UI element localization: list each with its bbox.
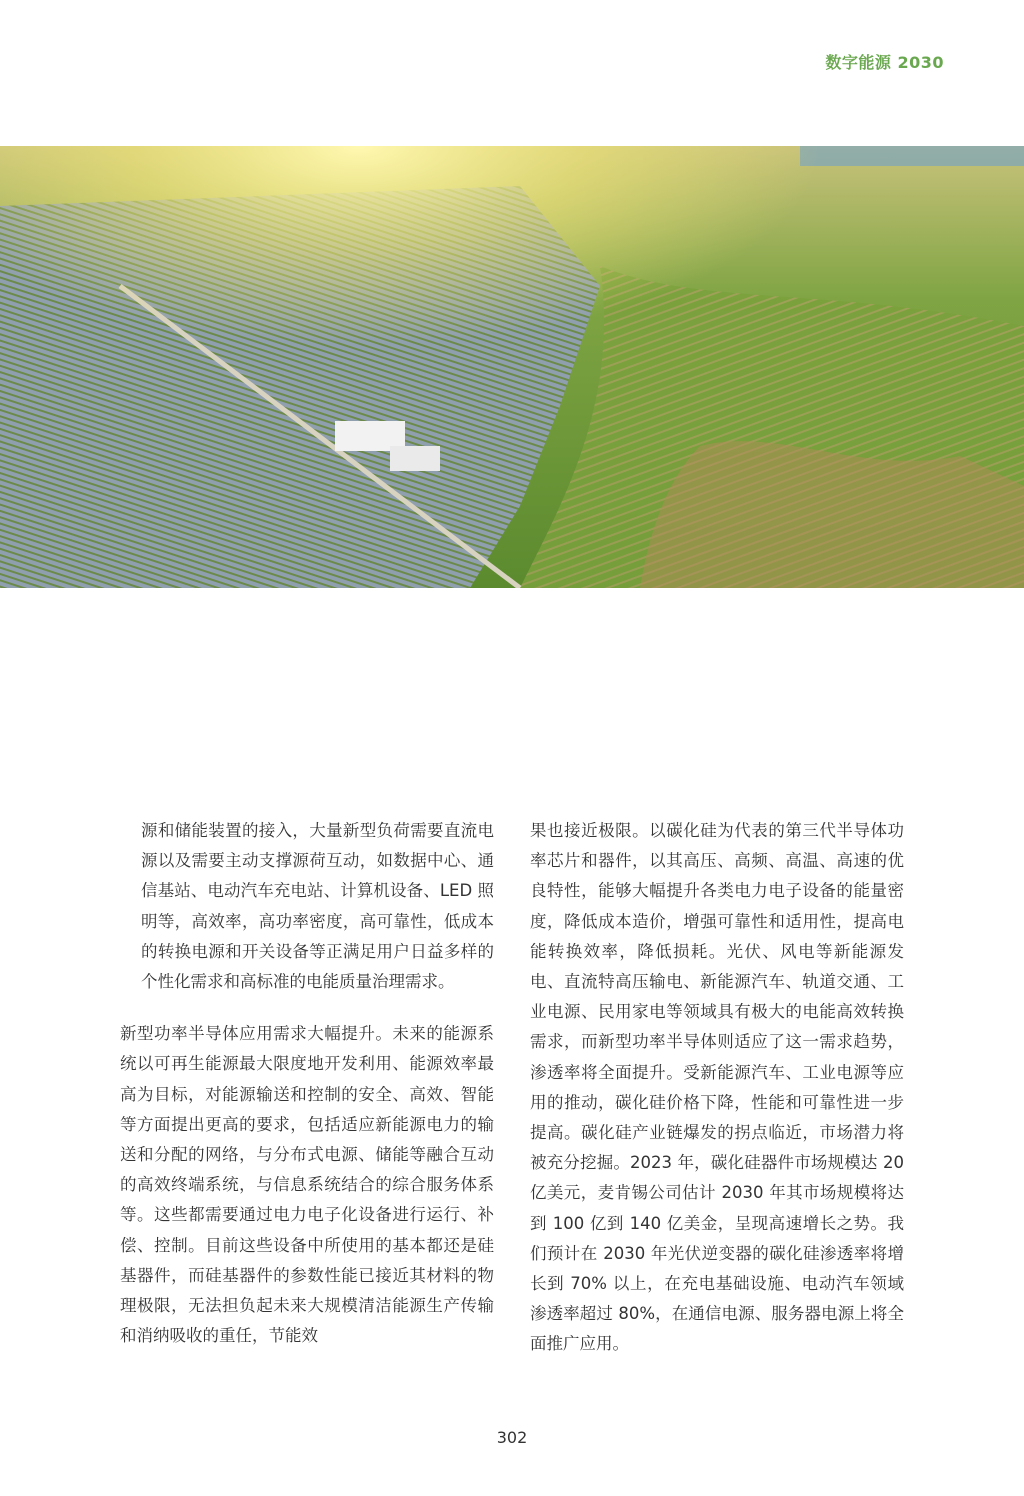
hero-image [0,146,1024,588]
right-paragraph: 果也接近极限。以碳化硅为代表的第三代半导体功率芯片和器件，以其高压、高频、高温、高速的优良特性，能够大幅提升各类电力电子设备的能量密度，降低成本造价，增强可靠性和适用性，提高电能转换效率，降低损耗。光伏、风电等新能源发电、直流特高压输电、新能源汽车、轨道交通、工业电源、民用家电等领域具有极大的电能高效转换需求，而新型功率半导体则适应了这一需求趋势，渗透率将全面提升。受新能源汽车、工业电源等应用的推动，碳化硅价格下降，性能和可靠性进一步提高。碳化硅产业链爆发的拐点临近，市场潜力将被充分挖掘。2023 年，碳化硅器件市场规模达 20 亿美元，麦肯锡公司估计 2030 年其市场规模将达到 100 亿到 140 亿美金，呈现高速增长之势。我们预计在 2030 年光伏逆变器的碳化硅渗透率将增长到 70% 以上，在充电基础设施、电动汽车领域渗透率超过 80%，在通信电源、服务器电源上将全面推广应用。 [530,821,904,1354]
header-title: 数字能源 2030 [825,53,944,72]
left-column [120,816,494,1351]
page-number: 302 [496,1428,528,1447]
main-paragraph: 新型功率半导体应用需求大幅提升。未来的能源系统以可再生能源最大限度地开发利用、能源效率最高为目标，对能源输送和控制的安全、高效、智能等方面提出更高的要求，包括适应新能源电力的输送和分配的网络，与分布式电源、储能等融合互动的高效终端系统，与信息系统结合的综合服务体系等。这些都需要通过电力电子化设备进行运行、补偿、控制。目前这些设备中所使用的基本都还是硅基器件，而硅基器件的参数性能已接近其材料的物理极限，无法担负起未来大规模清洁能源生产传输和消纳吸收的重任，节能效 [120,1024,494,1346]
intro-paragraph: 源和储能装置的接入，大量新型负荷需要直流电源以及需要主动支撑源荷互动，如数据中心、通信基站、电动汽车充电站、计算机设备、LED 照明等，高效率，高功率密度，高可靠性，低成本的转换电源和开关设备等正满足用户日益多样的个性化需求和高标准的电能质量治理需求。 [141,821,494,992]
right-column [530,816,904,1360]
